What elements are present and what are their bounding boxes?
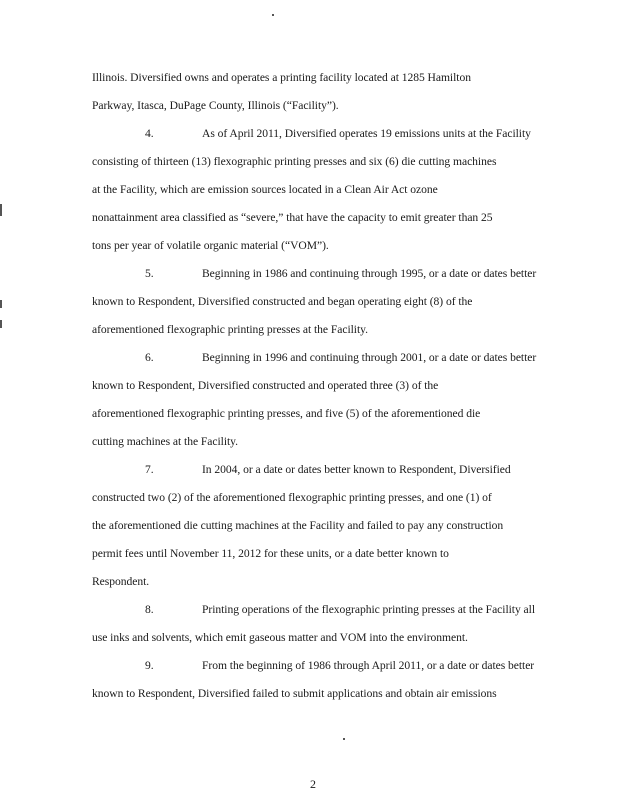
- text-line: known to Respondent, Diversified constructed and began operating eight (8) of the: [92, 295, 473, 308]
- text-line: at the Facility, which are emission sources located in a Clean Air Act ozone: [92, 183, 438, 196]
- page-number: 2: [310, 777, 316, 791]
- scan-speck: [0, 204, 2, 216]
- text-line: permit fees until November 11, 2012 for these units, or a date better known to: [92, 547, 449, 560]
- text-line: consisting of thirteen (13) flexographic printing presses and six (6) die cutting machines: [92, 155, 497, 168]
- text-line: known to Respondent, Diversified failed to submit applications and obtain air emissions: [92, 687, 497, 700]
- paragraph-number: 4.: [145, 127, 154, 140]
- text-line: Parkway, Itasca, DuPage County, Illinois (“Facility”).: [92, 99, 339, 112]
- paragraph-7-first-line: 7. In 2004, or a date or dates better known to Respondent, Diversified: [145, 463, 511, 476]
- text-line: tons per year of volatile organic material (“VOM”).: [92, 239, 329, 252]
- scan-speck: [0, 320, 2, 328]
- paragraph-number: 7.: [145, 463, 154, 476]
- text-line: aforementioned flexographic printing presses, and five (5) of the aforementioned die: [92, 407, 481, 420]
- paragraph-5-first-line: 5. Beginning in 1986 and continuing through 1995, or a date or dates better: [145, 267, 537, 280]
- paragraph-number: 5.: [145, 267, 154, 280]
- text-line: Respondent.: [92, 575, 150, 588]
- paragraph-number: 9.: [145, 659, 154, 672]
- text-line: use inks and solvents, which emit gaseous matter and VOM into the environment.: [92, 631, 468, 644]
- paragraph-9-first-line: 9. From the beginning of 1986 through April 2011, or a date or dates better: [145, 659, 535, 672]
- text-line: constructed two (2) of the aforementioned flexographic printing presses, and one (1) of: [92, 491, 492, 504]
- scan-speck: [272, 14, 274, 16]
- text-line: known to Respondent, Diversified constructed and operated three (3) of the: [92, 379, 439, 392]
- paragraph-6-first-line: 6. Beginning in 1996 and continuing through 2001, or a date or dates better: [145, 351, 537, 364]
- text-line: the aforementioned die cutting machines at the Facility and failed to pay any construction: [92, 519, 504, 532]
- scan-speck: [0, 300, 2, 308]
- paragraph-number: 8.: [145, 603, 154, 616]
- text-line: nonattainment area classified as “severe,” that have the capacity to emit greater than 25: [92, 211, 493, 224]
- paragraph-4-first-line: 4. As of April 2011, Diversified operates 19 emissions units at the Facility: [145, 127, 531, 140]
- paragraph-number: 6.: [145, 351, 154, 364]
- text-line: cutting machines at the Facility.: [92, 435, 239, 448]
- paragraph-8-first-line: 8. Printing operations of the flexographic printing presses at the Facility all: [145, 603, 535, 616]
- text-line: aforementioned flexographic printing presses at the Facility.: [92, 323, 368, 336]
- scan-speck: [343, 738, 345, 740]
- text-line: Illinois. Diversified owns and operates a printing facility located at 1285 Hamilton: [92, 71, 471, 84]
